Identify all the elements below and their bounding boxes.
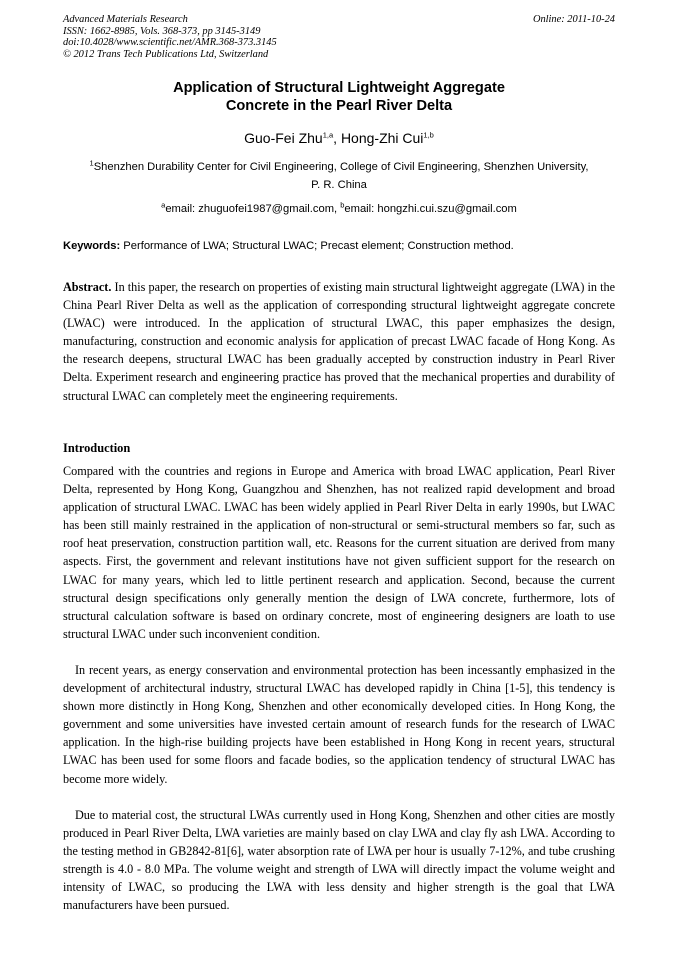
doi-line: doi:10.4028/www.scientific.net/AMR.368-373.3145 (63, 37, 277, 48)
affiliation-text: Shenzhen Durability Center for Civil Engineering, College of Civil Engineering, Shenzhen University, P. R. China (93, 161, 589, 191)
author-name: Guo-Fei Zhu (244, 130, 323, 146)
title-line-1: Application of Structural Lightweight Aggregate (173, 80, 505, 96)
keywords-text: Performance of LWA; Structural LWAC; Precast element; Construction method. (120, 240, 514, 252)
intro-paragraph-1: Compared with the countries and regions in Europe and America with broad LWAC application, Pearl River Delta, represented by Hong Kong, Guangzhou and Shenzhen, has not realized rapid development and broad application of structural LWAC. LWAC has been widely applied in Pearl River Delta in early 1990s, but LWAC has been still mainly restrained in the application of non-structural or semi-structural members so far, such as roof heat preservation, construction partition wall, etc. Reasons for the current situation are derived from many aspects. First, the government and relevant institutions have not given sufficient support for the research on LWAC for many years, which led to little pertinent research and application. Second, because the current structural design specifications only generally mention the design of LWA concrete, furthermore, lots of structural calculation software is based on ordinary concrete, most of engineering designers are loath to use structural LWAC under such inconvenient condition. (63, 464, 615, 641)
intro-paragraph-3: Due to material cost, the structural LWAs currently used in Hong Kong, Shenzhen and other cities are mostly produced in Pearl River Delta, LWA varieties are mainly based on clay LWA and clay fly ash LWA. According to the testing method in GB2842-81[6], water absorption rate of LWA per hour is usually 7-12%, and tube crushing strength is 4.0 - 8.0 MPa. The volume weight and strength of LWA will directly impact the volume weight and intensity of LWAC, so producing the LWA with less density and higher strength is the goal that LWA manufacturers have been pursued. (63, 808, 615, 913)
title-line-2: Concrete in the Pearl River Delta (225, 97, 453, 114)
author-affiliation-marker: 1,a (322, 130, 334, 140)
affiliation-marker: 1 (89, 158, 94, 168)
journal-header (63, 14, 615, 60)
copyright-line: © 2012 Trans Tech Publications Ltd, Switzerland (63, 48, 269, 60)
abstract (63, 278, 615, 405)
keywords (63, 238, 615, 254)
abstract-label: Abstract. (63, 280, 112, 294)
online-date: Online: 2011-10-24 (532, 14, 615, 25)
email-marker: a (161, 200, 166, 210)
author-separator: , (333, 130, 341, 146)
section-heading-introduction: Introduction (63, 441, 131, 455)
journal-name: Advanced Materials Research (63, 14, 188, 25)
keywords-label: Keywords: (63, 240, 121, 252)
author-affiliation-marker: 1,b (423, 130, 434, 140)
author-name: Hong-Zhi Cui (340, 130, 424, 146)
email-a: email: zhuguofei1987@gmail.com, (165, 203, 341, 215)
abstract-text: In this paper, the research on properties of existing main structural lightweight aggregate (LWA) in the China Pearl River Delta as well as the application of corresponding structural lightweight aggregate concrete (LWAC) were introduced. In the application of structural LWAC, this paper emphasizes the design, manufacturing, construction and economic analysis for application of precast LWAC facade of Hong Kong. As the research deepens, structural LWAC has been gradually accepted by construction industry in Pearl River Delta. Experiment research and engineering practice has proved that the mechanical properties and durability of structural LWAC can completely meet the engineering requirements. (63, 280, 615, 403)
email-marker: b (340, 200, 345, 210)
issn-line: ISSN: 1662-8985, Vols. 368-373, pp 3145-3149 (63, 25, 261, 37)
author-list (63, 129, 615, 147)
intro-paragraph-2: In recent years, as energy conservation and environmental protection has been incessantly emphasized in the development of architectural industry, structural LWAC has developed rapidly in China [1-5], this tendency is shown more distinctly in Hong Kong, Shenzhen and other economically developed cities. In Hong Kong, the government and some universities have invested certain amount of research funds for the research of LWAC application. In the high-rise building projects have been established in Hong Kong in recent years, structural LWAC has been used for some floors and facade bodies, so the application tendency of structural LWAC has become more widely. (63, 663, 615, 786)
email-b: email: hongzhi.cui.szu@gmail.com (344, 203, 517, 215)
paper-title (63, 80, 615, 115)
affiliation (85, 158, 593, 194)
author-emails (63, 200, 615, 218)
